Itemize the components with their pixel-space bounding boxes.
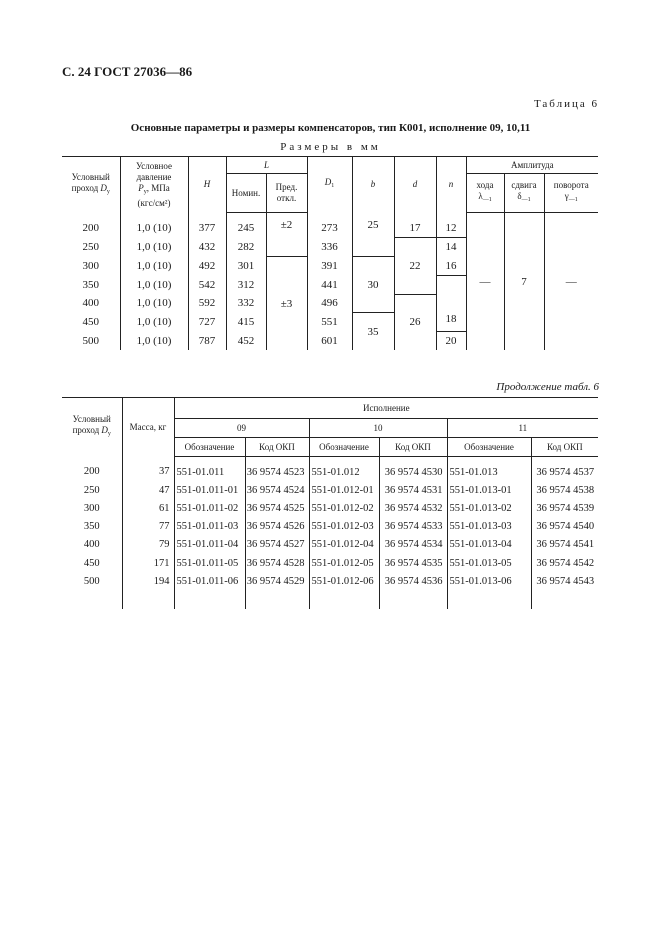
cell-pressure: 1,0 (10) [120,276,188,295]
cell-pressure: 1,0 (10) [120,331,188,350]
cell-okp-11: 36 9574 4543 [531,572,598,590]
cell-dn: 400 [82,297,99,310]
cell-H: 377 [188,213,226,238]
header-n-text: n [448,179,454,190]
cell-D1: 496 [307,294,352,313]
designation-table [62,397,598,609]
table-row [62,481,598,499]
table-row [62,457,598,482]
cell-L-deviation: ±3 [266,257,307,351]
cell-n: 20 [436,331,466,350]
cell-designation-09: 551-01.011-01 [174,481,245,499]
header-dn-line2: проход [72,425,100,436]
header-dn-line2: проход [71,182,99,193]
cell-n: 14 [436,238,466,257]
table-row-spacer [62,590,598,608]
cell-H: 542 [188,276,226,295]
cell-okp-11: 36 9574 4540 [531,518,598,536]
header-dn-symbol: D [101,425,108,436]
cell-okp-10: 36 9574 4536 [379,572,447,590]
cell-D1: 601 [307,331,352,350]
cell-designation-10: 551-01.012-01 [309,481,379,499]
header-amp-shift-text: сдвига [511,180,537,190]
continuation-label: Продолжение табл. 6 [496,381,599,393]
cell-pressure: 1,0 (10) [120,313,188,332]
cell-okp-10: 36 9574 4532 [379,499,447,517]
cell-designation-11: 551-01.013-05 [447,554,531,572]
cell-H: 727 [188,313,226,332]
table-row [62,499,598,517]
header-exec-11: 11 [447,419,598,438]
cell-n: 16 [436,257,466,276]
units-note: Размеры в мм [280,141,381,153]
header-L-dev-line2: откл. [276,193,297,203]
table-row [62,518,598,536]
cell-mass: 194 [122,572,174,590]
cell-H: 787 [188,331,226,350]
cell-D1: 441 [307,276,352,295]
header-d-text: d [412,179,418,190]
cell-designation-09: 551-01.011-03 [174,518,245,536]
cell-H: 592 [188,294,226,313]
cell-okp-11: 36 9574 4539 [531,499,598,517]
cell-designation-11: 551-01.013-03 [447,518,531,536]
cell-dn: 500 [83,575,100,587]
spacer-cell [447,590,531,608]
header-dn-line1: Условный [71,171,110,182]
cell-mass: 37 [122,457,174,482]
cell-dn: 450 [82,315,99,328]
cell-okp-09: 36 9574 4528 [245,554,309,572]
parameters-table [62,156,598,350]
cell-designation-09: 551-01.011-02 [174,499,245,517]
spacer-cell [245,590,309,608]
cell-dn: 200 [82,222,99,234]
cell-dn: 350 [83,521,100,533]
header-amp-rotation-symbol: γ [564,191,569,201]
cell-okp-09: 36 9574 4526 [245,518,309,536]
cell-dn: 300 [83,502,100,514]
header-amp-shift-sub: —1 [521,197,531,203]
header-amp-shift [504,174,544,213]
header-designation-11: Обозначение [447,438,531,457]
header-D1-sub: 1 [331,183,335,190]
cell-mass: 61 [122,499,174,517]
cell-amp-shift: 7 [504,213,544,351]
header-L [226,157,307,174]
cell-okp-10: 36 9574 4531 [379,481,447,499]
cell-d: 17 [394,213,436,238]
cell-pressure: 1,0 (10) [120,257,188,276]
header-L-deviation [266,174,307,213]
header-D1-symbol: D [324,177,332,188]
table-label: Таблица 6 [533,98,599,110]
table-row [62,213,598,238]
header-execution: Исполнение [174,398,598,419]
header-amp-shift-symbol: δ [517,191,522,201]
header-designation-09: Обозначение [174,438,245,457]
cell-L-nominal: 301 [226,257,266,276]
header-L-nominal [226,174,266,213]
cell-okp-10: 36 9574 4534 [379,536,447,554]
header-okp-11: Код ОКП [531,438,598,457]
header-amp-travel-text: хода [476,180,494,190]
header-amplitude [466,157,598,174]
header-amp-travel-symbol: λ [478,191,483,201]
cell-designation-11: 551-01.013 [447,457,531,482]
header-okp-10: Код ОКП [379,438,447,457]
header-L-nominal-text: Номин. [231,187,261,198]
header-okp-09: Код ОКП [245,438,309,457]
table-row [62,536,598,554]
header-H [188,157,226,213]
cell-dn: 300 [82,260,99,272]
cell-designation-10: 551-01.012 [309,457,379,482]
header-dn-line1: Условный [72,414,111,425]
header-p-line4: (кгс/см²) [137,197,171,208]
header-dn [62,157,120,213]
cell-n: 12 [436,213,466,238]
cell-b: 25 [352,213,394,257]
header-b [352,157,394,213]
cell-okp-09: 36 9574 4529 [245,572,309,590]
cell-dn: 350 [82,278,99,291]
header-amp-travel-sub: —1 [482,197,492,203]
header-dn-symbol: D [100,182,107,193]
cell-okp-10: 36 9574 4533 [379,518,447,536]
header-dn [62,398,122,457]
header-amp-travel [466,174,504,213]
spacer-cell [531,590,598,608]
cell-amp-rotation: — [544,213,598,351]
cell-d: 26 [394,294,436,350]
cell-dn: 400 [83,539,100,551]
header-d [394,157,436,213]
cell-d: 22 [394,238,436,295]
header-b-text: b [370,179,376,190]
header-dn-sub: у [107,431,111,438]
cell-okp-09: 36 9574 4524 [245,481,309,499]
cell-designation-10: 551-01.012-03 [309,518,379,536]
cell-L-nominal: 332 [226,294,266,313]
spacer-cell [62,590,122,608]
header-pressure [120,157,188,213]
cell-b: 30 [352,257,394,313]
cell-dn: 500 [82,334,99,347]
cell-designation-09: 551-01.011-04 [174,536,245,554]
cell-designation-10: 551-01.012-02 [309,499,379,517]
cell-designation-10: 551-01.012-06 [309,572,379,590]
header-p-symbol: P [138,182,144,193]
cell-L-nominal: 245 [226,213,266,238]
cell-mass: 79 [122,536,174,554]
cell-D1: 551 [307,313,352,332]
cell-mass: 171 [122,554,174,572]
spacer-cell [174,590,245,608]
header-p-line1: Условное [136,160,172,171]
cell-dn: 450 [83,557,100,569]
cell-D1: 391 [307,257,352,276]
cell-okp-10: 36 9574 4535 [379,554,447,572]
cell-H: 492 [188,257,226,276]
spacer-cell [309,590,379,608]
cell-dn: 250 [83,484,100,496]
cell-b: 35 [352,313,394,351]
cell-dn: 200 [83,466,100,478]
header-amplitude-text: Амплитуда [510,159,554,170]
header-exec-10: 10 [309,419,447,438]
cell-designation-11: 551-01.013-06 [447,572,531,590]
cell-okp-11: 36 9574 4537 [531,457,598,482]
cell-okp-09: 36 9574 4525 [245,499,309,517]
cell-designation-09: 551-01.011-06 [174,572,245,590]
cell-okp-11: 36 9574 4541 [531,536,598,554]
header-amp-rotation-text: поворота [553,180,589,190]
cell-L-nominal: 282 [226,238,266,257]
cell-L-nominal: 312 [226,276,266,295]
spacer-cell [379,590,447,608]
cell-designation-11: 551-01.013-04 [447,536,531,554]
cell-L-deviation: ±2 [266,213,307,257]
cell-okp-10: 36 9574 4530 [379,457,447,482]
header-p-sub: у [143,188,147,195]
cell-pressure: 1,0 (10) [120,294,188,313]
header-n [436,157,466,213]
cell-designation-10: 551-01.012-04 [309,536,379,554]
header-mass: Масса, кг [122,398,174,457]
header-amp-rotation [544,174,598,213]
table-title: Основные параметры и размеры компенсаторов, тип К001, исполнение 09, 10,11 [130,122,531,134]
spacer-cell [122,590,174,608]
cell-L-nominal: 415 [226,313,266,332]
cell-D1: 336 [307,238,352,257]
header-exec-09: 09 [174,419,309,438]
header-L-text: L [264,159,270,170]
header-D1 [307,157,352,213]
cell-designation-11: 551-01.013-01 [447,481,531,499]
cell-okp-09: 36 9574 4527 [245,536,309,554]
header-L-dev-line1: Пред. [275,182,298,192]
header-p-line2: давление [136,171,172,182]
cell-okp-11: 36 9574 4538 [531,481,598,499]
cell-okp-09: 36 9574 4523 [245,457,309,482]
cell-designation-09: 551-01.011-05 [174,554,245,572]
header-p-unit: , МПа [146,182,170,193]
header-H-text: H [203,179,211,190]
cell-designation-11: 551-01.013-02 [447,499,531,517]
header-amp-rotation-sub: —1 [568,197,578,203]
header-dn-sub: у [106,188,110,195]
cell-okp-11: 36 9574 4542 [531,554,598,572]
table-row [62,572,598,590]
cell-mass: 77 [122,518,174,536]
cell-L-nominal: 452 [226,331,266,350]
cell-D1: 273 [307,213,352,238]
cell-dn: 250 [82,241,99,253]
cell-pressure: 1,0 (10) [120,213,188,238]
cell-designation-10: 551-01.012-05 [309,554,379,572]
header-designation-10: Обозначение [309,438,379,457]
table-row [62,554,598,572]
page-header: С. 24 ГОСТ 27036—86 [62,64,193,79]
cell-amp-travel: — [466,213,504,351]
cell-n: 18 [436,276,466,332]
cell-pressure: 1,0 (10) [120,238,188,257]
cell-designation-09: 551-01.011 [174,457,245,482]
cell-mass: 47 [122,481,174,499]
cell-H: 432 [188,238,226,257]
